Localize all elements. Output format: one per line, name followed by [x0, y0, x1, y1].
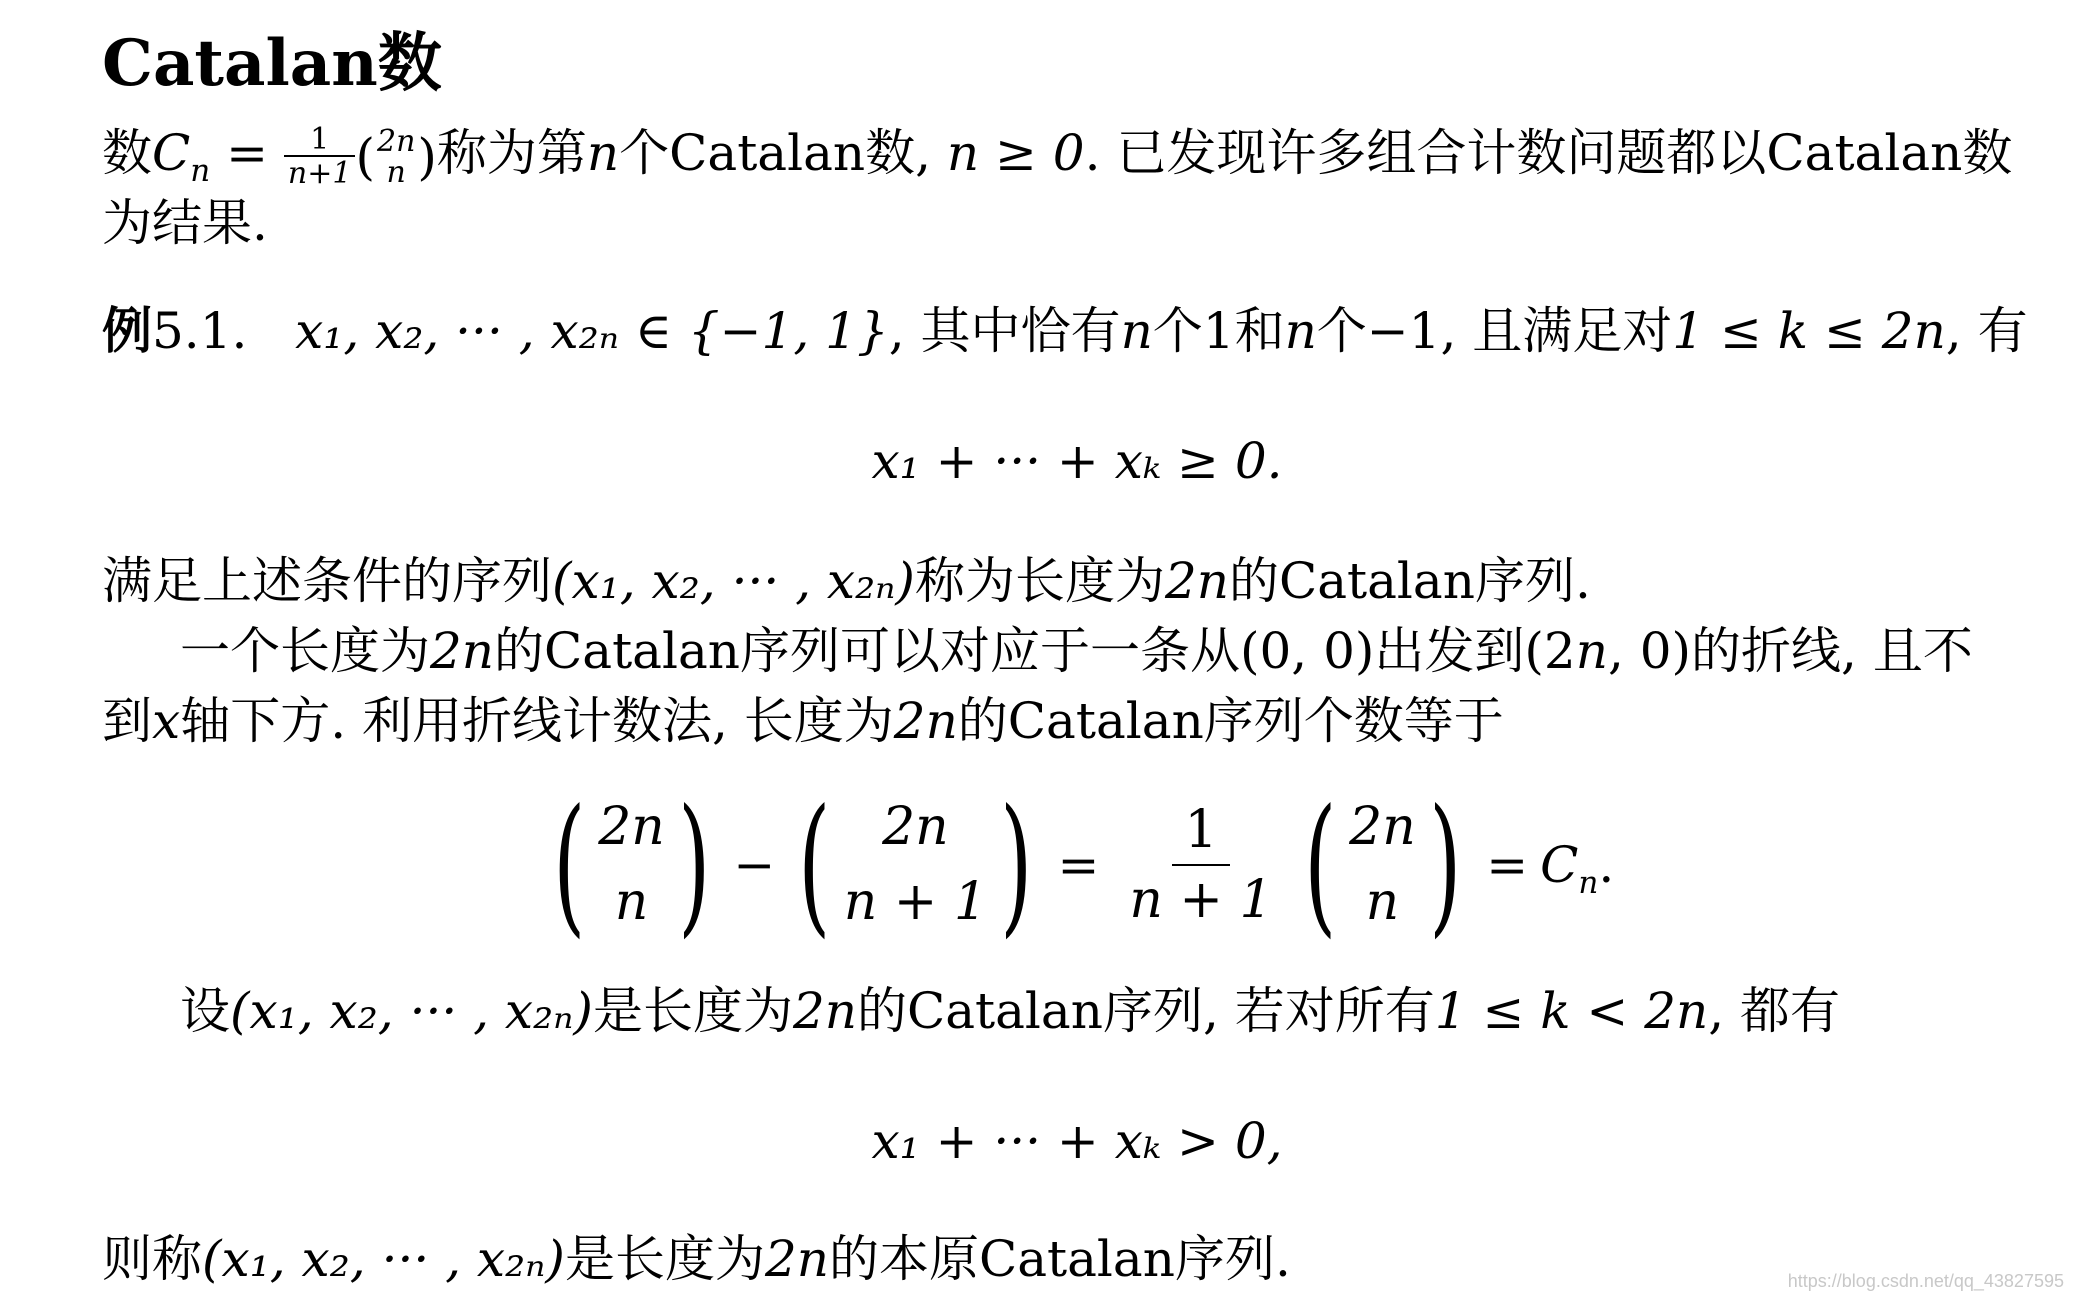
- binomial-2n-n-second: ( 2n n ): [1303, 778, 1462, 952]
- lattice-path-paragraph-line1: 一个长度为2n的Catalan序列可以对应于一条从(0, 0)出发到(2n, 0)的折线, 且不: [180, 622, 1973, 680]
- display-equation-3: x₁ + ··· + xₖ > 0,: [871, 1112, 1283, 1170]
- cn-symbol: $C_n$: [152, 124, 211, 189]
- lattice-path-paragraph-line2: 到x轴下方. 利用折线计数法, 长度为2n的Catalan序列个数等于: [102, 692, 1504, 750]
- display-equation-1: x₁ + ··· + xₖ ≥ 0.: [871, 432, 1283, 490]
- example-label: 例: [102, 301, 152, 360]
- example-5-1: 例5.1. x₁, x₂, ··· , x₂ₙ ∈ {−1, 1}, 其中恰有n个1和n个−1, 且满足对1 ≤ k ≤ 2n, 有: [102, 301, 2028, 360]
- primitive-condition-paragraph: 设(x₁, x₂, ··· , x₂ₙ)是长度为2n的Catalan序列, 若对所有1 ≤ k < 2n, 都有: [180, 982, 1841, 1040]
- binomial-2n-n: ( 2n n ): [552, 778, 711, 952]
- binomial-2n-n-plus-1: ( 2n n + 1 ): [798, 778, 1033, 952]
- catalan-definition-line2: 为结果.: [102, 194, 268, 252]
- fraction-1-over-n-plus-1: $\frac{1}{n + 1}$: [1129, 800, 1273, 930]
- inline-binomial: ( 2n n ): [355, 123, 437, 190]
- inline-fraction: $\frac{1}{n+1}$: [284, 125, 356, 189]
- watermark: https://blog.csdn.net/qq_43827595: [1787, 1271, 2064, 1291]
- display-equation-2: ( 2n n ) − ( 2n n + 1 ) = $\frac{1}{n + 1}$ ( 2n n ) = $C_n$ .: [102, 790, 2052, 940]
- primitive-catalan-definition: 则称(x₁, x₂, ··· , x₂ₙ)是长度为2n的本原Catalan序列.: [102, 1230, 1291, 1288]
- sequence-set: x₁, x₂, ··· , x₂ₙ ∈ {−1, 1}: [295, 302, 889, 360]
- section-title: Catalan数: [102, 26, 442, 101]
- catalan-sequence-definition: 满足上述条件的序列(x₁, x₂, ··· , x₂ₙ)称为长度为2n的Catalan序列.: [102, 552, 1591, 610]
- catalan-definition-paragraph: 数$C_n$ = $\frac{1}{n+1}$ ( 2n n ) 称为第n个Catalan数, n ≥ 0. 已发现许多组合计数问题都以Catalan数: [102, 122, 2013, 191]
